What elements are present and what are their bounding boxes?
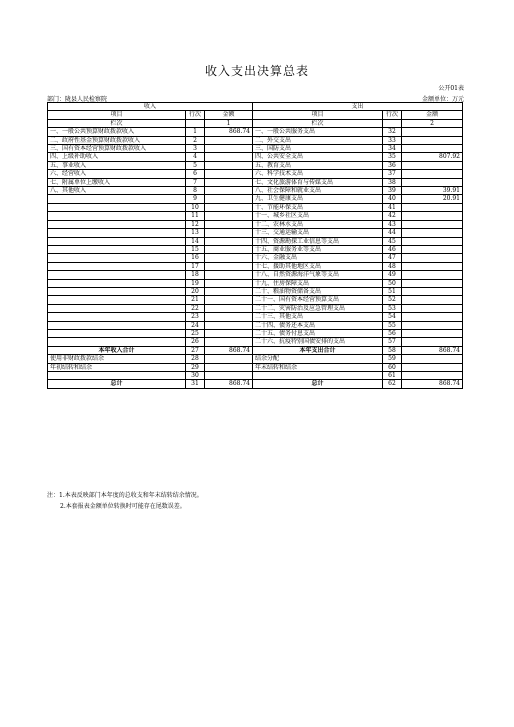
income-column-number: 1 — [205, 119, 253, 127]
income-seq-cell: 4 — [186, 153, 205, 161]
column-header-row — [48, 111, 463, 119]
expense-seq-header: 行次 — [383, 111, 402, 119]
income-seq-cell: 10 — [186, 203, 205, 211]
expense-item-cell: 本年支出合计 — [253, 346, 383, 354]
table-row — [48, 178, 463, 186]
income-item-cell: 本年收入合计 — [48, 346, 186, 354]
expense-seq-cell: 42 — [383, 212, 402, 220]
income-seq-cell: 29 — [186, 363, 205, 371]
expense-amount-cell — [402, 145, 463, 153]
table-row — [48, 203, 463, 211]
income-item-cell — [48, 372, 186, 380]
income-amount-cell — [205, 296, 253, 304]
table-row — [48, 346, 463, 354]
expense-seq-cell: 51 — [383, 287, 402, 295]
income-item-cell: 八、其他收入 — [48, 187, 186, 195]
expense-seq-cell: 35 — [383, 153, 402, 161]
expense-seq-cell: 52 — [383, 296, 402, 304]
footnote-1: 注：1.本表反映部门本年度的总收支和年末结转结余情况。 — [47, 492, 203, 499]
expense-seq-cell: 58 — [383, 346, 402, 354]
expense-seq-cell: 49 — [383, 271, 402, 279]
income-amount-cell — [205, 220, 253, 228]
income-seq-cell: 5 — [186, 161, 205, 169]
income-item-cell — [48, 304, 186, 312]
income-item-cell — [48, 329, 186, 337]
expense-amount-header: 金额 — [402, 111, 463, 119]
income-seq-cell: 25 — [186, 329, 205, 337]
expense-item-cell: 年末结转和结余 — [253, 363, 383, 371]
income-seq-cell: 2 — [186, 136, 205, 144]
expense-item-cell: 二十二、灾害防治及应急管理支出 — [253, 304, 383, 312]
income-item-cell — [48, 229, 186, 237]
expense-seq-cell: 34 — [383, 145, 402, 153]
income-seq-cell: 22 — [186, 304, 205, 312]
income-item-cell — [48, 296, 186, 304]
expense-item-cell: 二十三、其他支出 — [253, 313, 383, 321]
income-seq-cell: 20 — [186, 287, 205, 295]
income-amount-cell — [205, 271, 253, 279]
income-amount-cell: 868.74 — [205, 380, 253, 388]
income-seq-cell: 6 — [186, 170, 205, 178]
income-item-cell — [48, 321, 186, 329]
income-seq-cell: 7 — [186, 178, 205, 186]
expense-item-cell: 二十四、债务还本支出 — [253, 321, 383, 329]
expense-seq-cell: 43 — [383, 220, 402, 228]
expense-item-cell: 二十五、债务付息支出 — [253, 329, 383, 337]
expense-amount-cell: 868.74 — [402, 346, 463, 354]
income-amount-header: 金额 — [205, 111, 253, 119]
expense-seq-cell: 45 — [383, 237, 402, 245]
expense-item-header: 项目 — [253, 111, 383, 119]
income-seq-cell: 27 — [186, 346, 205, 354]
income-item-cell — [48, 279, 186, 287]
table-row — [48, 187, 463, 195]
expense-amount-cell — [402, 372, 463, 380]
income-header: 收入 — [48, 103, 253, 111]
expense-amount-cell: 39.91 — [402, 187, 463, 195]
expense-column-number: 2 — [402, 119, 463, 127]
expense-item-cell: 一、一般公共服务支出 — [253, 128, 383, 136]
expense-column-blank — [383, 119, 402, 127]
expense-seq-cell: 61 — [383, 372, 402, 380]
expense-seq-cell: 53 — [383, 304, 402, 312]
income-item-cell — [48, 212, 186, 220]
expense-amount-cell — [402, 296, 463, 304]
expense-item-cell: 十七、援助其他地区支出 — [253, 262, 383, 270]
expense-item-cell: 十一、城乡社区支出 — [253, 212, 383, 220]
income-item-cell: 使用非财政拨款结余 — [48, 355, 186, 363]
table-row — [48, 153, 463, 161]
expense-seq-cell: 44 — [383, 229, 402, 237]
expense-item-cell: 十二、农林水支出 — [253, 220, 383, 228]
expense-amount-cell — [402, 203, 463, 211]
expense-amount-cell — [402, 338, 463, 346]
income-seq-cell: 14 — [186, 237, 205, 245]
footnotes — [47, 490, 203, 512]
expense-item-cell: 二十、粮油物资储备支出 — [253, 287, 383, 295]
table-row — [48, 136, 463, 144]
expense-seq-cell: 36 — [383, 161, 402, 169]
expense-item-cell: 二十六、抗疫特别国债安排的支出 — [253, 338, 383, 346]
table-row — [48, 380, 463, 388]
expense-seq-cell: 50 — [383, 279, 402, 287]
income-seq-cell: 18 — [186, 271, 205, 279]
income-amount-cell — [205, 203, 253, 211]
income-amount-cell — [205, 229, 253, 237]
income-item-cell: 五、事业收入 — [48, 161, 186, 169]
footnote-2: 2.本套报表金额单位转换时可能存在尾数误差。 — [60, 503, 186, 510]
section-header-row — [48, 103, 463, 111]
income-amount-cell — [205, 355, 253, 363]
income-amount-cell — [205, 145, 253, 153]
table-row — [48, 329, 463, 337]
expense-item-cell: 十三、交通运输支出 — [253, 229, 383, 237]
expense-amount-cell — [402, 161, 463, 169]
income-amount-cell: 868.74 — [205, 346, 253, 354]
table-row — [48, 195, 463, 203]
expense-item-cell — [253, 372, 383, 380]
income-item-cell: 总计 — [48, 380, 186, 388]
table-row — [48, 296, 463, 304]
table-row — [48, 287, 463, 295]
table-row — [48, 279, 463, 287]
table-row — [48, 145, 463, 153]
expense-seq-cell: 33 — [383, 136, 402, 144]
income-seq-cell: 8 — [186, 187, 205, 195]
income-item-cell — [48, 287, 186, 295]
expense-amount-cell — [402, 128, 463, 136]
expense-seq-cell: 41 — [383, 203, 402, 211]
income-seq-cell: 31 — [186, 380, 205, 388]
expense-item-cell: 六、科学技术支出 — [253, 170, 383, 178]
income-seq-cell: 19 — [186, 279, 205, 287]
income-item-cell: 二、政府性基金预算财政拨款收入 — [48, 136, 186, 144]
income-item-cell — [48, 262, 186, 270]
table-row — [48, 313, 463, 321]
expense-seq-cell: 57 — [383, 338, 402, 346]
income-amount-cell — [205, 170, 253, 178]
expense-seq-cell: 60 — [383, 363, 402, 371]
expense-amount-cell — [402, 363, 463, 371]
expense-amount-cell — [402, 279, 463, 287]
income-seq-cell: 13 — [186, 229, 205, 237]
income-amount-cell — [205, 372, 253, 380]
expense-header: 支出 — [253, 103, 463, 111]
expense-amount-cell — [402, 178, 463, 186]
income-amount-cell — [205, 237, 253, 245]
income-amount-cell — [205, 161, 253, 169]
expense-seq-cell: 32 — [383, 128, 402, 136]
expense-column-label: 栏次 — [253, 119, 383, 127]
expense-item-cell: 二十一、国有资本经营预算支出 — [253, 296, 383, 304]
table-row — [48, 170, 463, 178]
income-item-cell — [48, 338, 186, 346]
expense-seq-cell: 62 — [383, 380, 402, 388]
table-row — [48, 321, 463, 329]
income-item-cell: 三、国有资本经营预算财政拨款收入 — [48, 145, 186, 153]
table-row — [48, 262, 463, 270]
income-seq-cell: 21 — [186, 296, 205, 304]
income-item-cell — [48, 220, 186, 228]
table-row — [48, 304, 463, 312]
income-amount-cell — [205, 279, 253, 287]
income-amount-cell — [205, 363, 253, 371]
expense-amount-cell: 868.74 — [402, 380, 463, 388]
expense-seq-cell: 54 — [383, 313, 402, 321]
income-seq-cell: 1 — [186, 128, 205, 136]
income-amount-cell — [205, 262, 253, 270]
table-row — [48, 229, 463, 237]
expense-amount-cell — [402, 245, 463, 253]
expense-amount-cell — [402, 254, 463, 262]
table-row — [48, 161, 463, 169]
income-amount-cell — [205, 187, 253, 195]
income-item-cell — [48, 271, 186, 279]
income-item-cell — [48, 195, 186, 203]
expense-seq-cell: 37 — [383, 170, 402, 178]
income-item-cell — [48, 237, 186, 245]
table-row — [48, 245, 463, 253]
expense-seq-cell: 39 — [383, 187, 402, 195]
income-seq-cell: 9 — [186, 195, 205, 203]
income-amount-cell — [205, 178, 253, 186]
income-item-cell: 七、附属单位上缴收入 — [48, 178, 186, 186]
income-item-cell: 四、上级补助收入 — [48, 153, 186, 161]
expense-item-cell: 十八、自然资源海洋气象等支出 — [253, 271, 383, 279]
table-row — [48, 237, 463, 245]
income-item-cell — [48, 203, 186, 211]
income-item-cell — [48, 313, 186, 321]
income-amount-cell — [205, 212, 253, 220]
expense-item-cell: 总计 — [253, 380, 383, 388]
table-row — [48, 338, 463, 346]
income-column-label: 栏次 — [48, 119, 186, 127]
income-seq-cell: 26 — [186, 338, 205, 346]
expense-amount-cell — [402, 220, 463, 228]
income-seq-cell: 16 — [186, 254, 205, 262]
income-item-cell: 六、经营收入 — [48, 170, 186, 178]
table-row — [48, 212, 463, 220]
expense-amount-cell: 20.91 — [402, 195, 463, 203]
expense-seq-cell: 56 — [383, 329, 402, 337]
income-seq-cell: 12 — [186, 220, 205, 228]
income-item-cell — [48, 254, 186, 262]
income-seq-cell: 30 — [186, 372, 205, 380]
unit-label: 金额单位：万元 — [421, 96, 464, 103]
income-seq-cell: 23 — [186, 313, 205, 321]
expense-amount-cell: 807.92 — [402, 153, 463, 161]
income-amount-cell — [205, 304, 253, 312]
income-item-cell — [48, 245, 186, 253]
table-row — [48, 271, 463, 279]
column-index-row — [48, 119, 463, 127]
table-row — [48, 220, 463, 228]
table-row — [48, 128, 463, 136]
expense-item-cell: 十四、资源勘探工业信息等支出 — [253, 237, 383, 245]
expense-amount-cell — [402, 212, 463, 220]
expense-item-cell: 十、节能环保支出 — [253, 203, 383, 211]
expense-item-cell: 二、外交支出 — [253, 136, 383, 144]
income-amount-cell — [205, 313, 253, 321]
expense-item-cell: 四、公共安全支出 — [253, 153, 383, 161]
expense-amount-cell — [402, 170, 463, 178]
expense-amount-cell — [402, 136, 463, 144]
income-amount-cell — [205, 153, 253, 161]
income-seq-cell: 15 — [186, 245, 205, 253]
expense-item-cell: 九、卫生健康支出 — [253, 195, 383, 203]
expense-amount-cell — [402, 271, 463, 279]
income-seq-cell: 11 — [186, 212, 205, 220]
income-seq-cell: 24 — [186, 321, 205, 329]
income-item-cell: 年初结转和结余 — [48, 363, 186, 371]
expense-amount-cell — [402, 229, 463, 237]
expense-amount-cell — [402, 262, 463, 270]
expense-item-cell: 十五、商业服务业等支出 — [253, 245, 383, 253]
expense-amount-cell — [402, 287, 463, 295]
income-seq-cell: 17 — [186, 262, 205, 270]
expense-item-cell: 七、文化旅游体育与传媒支出 — [253, 178, 383, 186]
table-row — [48, 254, 463, 262]
income-amount-cell: 868.74 — [205, 128, 253, 136]
income-seq-cell: 28 — [186, 355, 205, 363]
expense-item-cell: 结余分配 — [253, 355, 383, 363]
income-item-header: 项目 — [48, 111, 186, 119]
expense-amount-cell — [402, 237, 463, 245]
income-amount-cell — [205, 254, 253, 262]
income-amount-cell — [205, 321, 253, 329]
table-row — [48, 355, 463, 363]
income-amount-cell — [205, 338, 253, 346]
income-amount-cell — [205, 287, 253, 295]
income-amount-cell — [205, 195, 253, 203]
table-row — [48, 363, 463, 371]
expense-item-cell: 八、社会保障和就业支出 — [253, 187, 383, 195]
income-amount-cell — [205, 245, 253, 253]
expense-seq-cell: 59 — [383, 355, 402, 363]
expense-item-cell: 三、国防支出 — [253, 145, 383, 153]
expense-item-cell: 十九、住房保障支出 — [253, 279, 383, 287]
expense-seq-cell: 48 — [383, 262, 402, 270]
expense-seq-cell: 47 — [383, 254, 402, 262]
expense-amount-cell — [402, 313, 463, 321]
expense-seq-cell: 55 — [383, 321, 402, 329]
expense-amount-cell — [402, 321, 463, 329]
expense-seq-cell: 38 — [383, 178, 402, 186]
income-amount-cell — [205, 136, 253, 144]
income-amount-cell — [205, 329, 253, 337]
expense-amount-cell — [402, 355, 463, 363]
expense-seq-cell: 46 — [383, 245, 402, 253]
summary-table — [47, 102, 463, 389]
expense-amount-cell — [402, 304, 463, 312]
table-row — [48, 372, 463, 380]
expense-amount-cell — [402, 329, 463, 337]
income-seq-cell: 3 — [186, 145, 205, 153]
expense-item-cell: 十六、金融支出 — [253, 254, 383, 262]
income-seq-header: 行次 — [186, 111, 205, 119]
expense-seq-cell: 40 — [383, 195, 402, 203]
page-title: 收入支出决算总表 — [204, 64, 309, 78]
expense-item-cell: 五、教育支出 — [253, 161, 383, 169]
department-label: 部门：陇县人民检察院 — [47, 96, 108, 103]
income-column-blank — [186, 119, 205, 127]
income-item-cell: 一、一般公共预算财政拨款收入 — [48, 128, 186, 136]
form-code: 公开01表 — [438, 85, 464, 92]
